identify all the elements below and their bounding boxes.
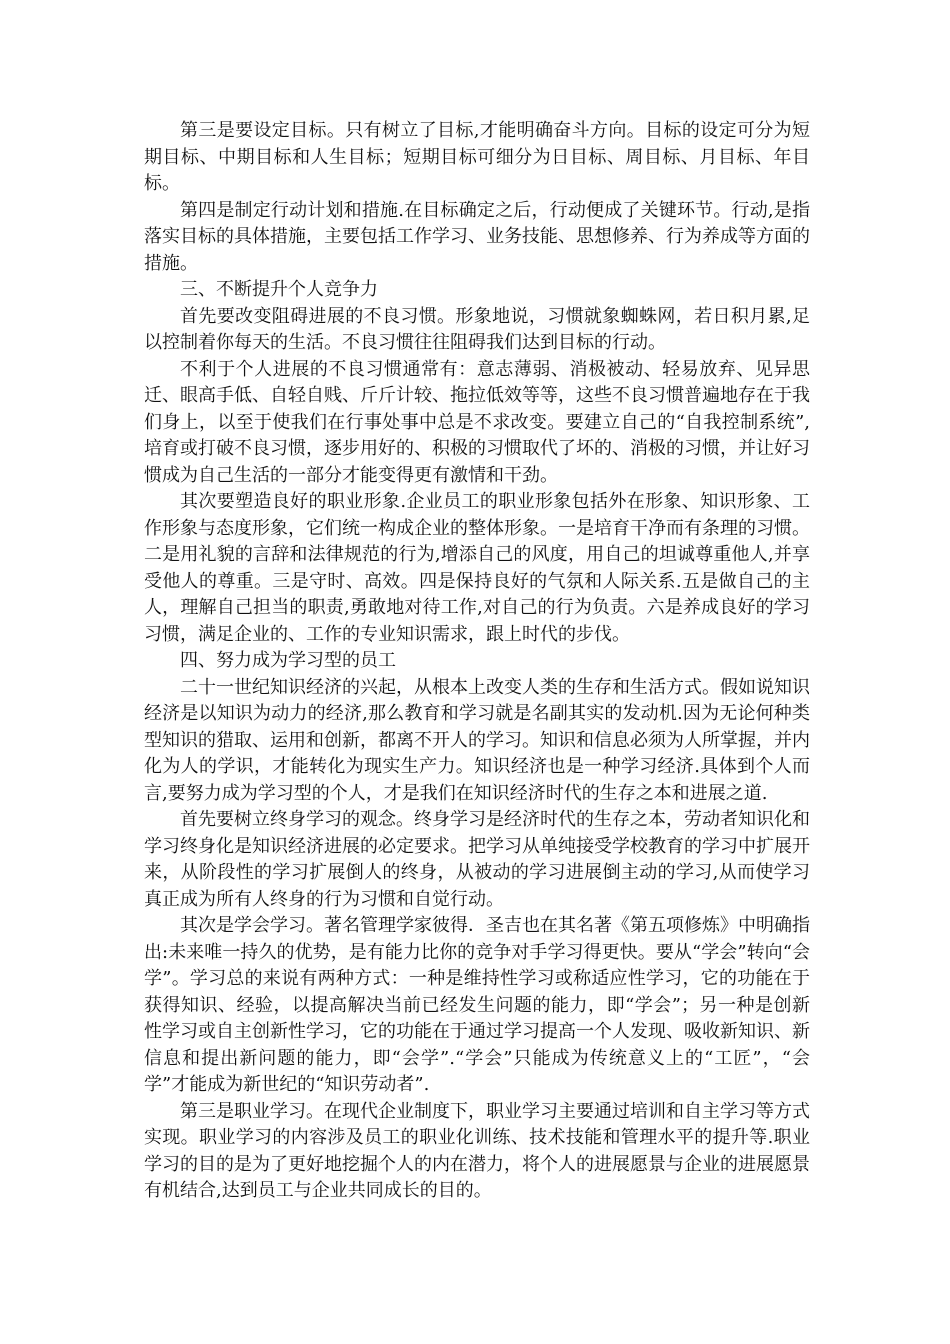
paragraph-habit-list: 不利于个人进展的不良习惯通常有：意志薄弱、消极被动、轻易放弃、见异思迁、眼高手低、自轻自贱、斤斤计较、拖拉低效等等，这些不良习惯普遍地存在于我们身上，以至于使我们在行事处事中总是不求改变。要建立自己的“自我控制系统”,培育或打破不良习惯，逐步用好的、积极的习惯取代了坏的、消极的习惯，并让好习惯成为自己生活的一部分才能变得更有激情和干劲。 xyxy=(144,358,810,486)
paragraph-learn-to-learn: 其次是学会学习。著名管理学家彼得．圣吉也在其名著《第五项修炼》中明确指出:未来唯一持久的优势，是有能力比你的竞争对手学习得更快。要从“学会”转向“会学”。学习总的来说有两种方式：一种是维持性学习或称适应性学习，它的功能在于获得知识、经验，以提高解决当前已经发生问题的能力，即“学会”；另一种是创新性学习或自主创新性学习，它的功能在于通过学习提高一个人发现、吸收新知识、新信息和提出新问题的能力，即“会学”.“学会”只能成为传统意义上的“工匠”，“会学”才能成为新世纪的“知识劳动者”. xyxy=(144,915,810,1095)
paragraph-action-plan: 第四是制定行动计划和措施.在目标确定之后，行动便成了关键环节。行动,是指落实目标的具体措施，主要包括工作学习、业务技能、思想修养、行为养成等方面的措施。 xyxy=(144,199,810,274)
paragraph-set-goals: 第三是要设定目标。只有树立了目标,才能明确奋斗方向。目标的设定可分为短期目标、中期目标和人生目标；短期目标可细分为日目标、周目标、月目标、年目标。 xyxy=(144,120,810,194)
paragraph-professional-learning: 第三是职业学习。在现代企业制度下，职业学习主要通过培训和自主学习等方式实现。职业学习的内容涉及员工的职业化训练、技术技能和管理水平的提升等.职业学习的目的是为了更好地挖掘个人的内在潜力，将个人的进展愿景与企业的进展愿景有机结合,达到员工与企业共同成长的目的。 xyxy=(144,1100,810,1201)
section-heading-3: 三、不断提升个人竞争力 xyxy=(180,279,378,300)
paragraph-professional-image: 其次要塑造良好的职业形象.企业员工的职业形象包括外在形象、知识形象、工作形象与态度形象，它们统一构成企业的整体形象。一是培育干净而有条理的习惯。二是用礼貌的言辞和法律规范的行为,增添自己的风度，用自己的坦诚尊重他人,并享受他人的尊重。三是守时、高效。四是保持良好的气氛和人际关系.五是做自己的主人，理解自己担当的职责,勇敢地对待工作,对自己的行为负责。六是养成良好的学习习惯，满足企业的、工作的专业知识需求，跟上时代的步伐。 xyxy=(144,491,810,645)
document-page xyxy=(144,118,810,1205)
paragraph-knowledge-economy: 二十一世纪知识经济的兴起，从根本上改变人类的生存和生活方式。假如说知识经济是以知识为动力的经济,那么教育和学习就是名副其实的发动机.因为无论何种类型知识的猎取、运用和创新，都离不开人的学习。知识和信息必须为人所掌握，并内化为人的学识，才能转化为现实生产力。知识经济也是一种学习经济.具体到个人而言,要努力成为学习型的个人，才是我们在知识经济时代的生存之本和进展之道. xyxy=(144,676,810,804)
section-heading-4: 四、努力成为学习型的员工 xyxy=(180,650,396,671)
paragraph-bad-habits: 首先要改变阻碍进展的不良习惯。形象地说，习惯就象蜘蛛网，若日积月累,足以控制着你每天的生活。不良习惯往往阻碍我们达到目标的行动。 xyxy=(144,305,810,353)
paragraph-lifelong-learning: 首先要树立终身学习的观念。终身学习是经济时代的生存之本，劳动者知识化和学习终身化是知识经济进展的必定要求。把学习从单纯接受学校教育的学习中扩展开来，从阶段性的学习扩展倒人的终身，从被动的学习进展倒主动的学习,从而使学习真正成为所有人终身的行为习惯和自觉行动。 xyxy=(144,809,810,910)
